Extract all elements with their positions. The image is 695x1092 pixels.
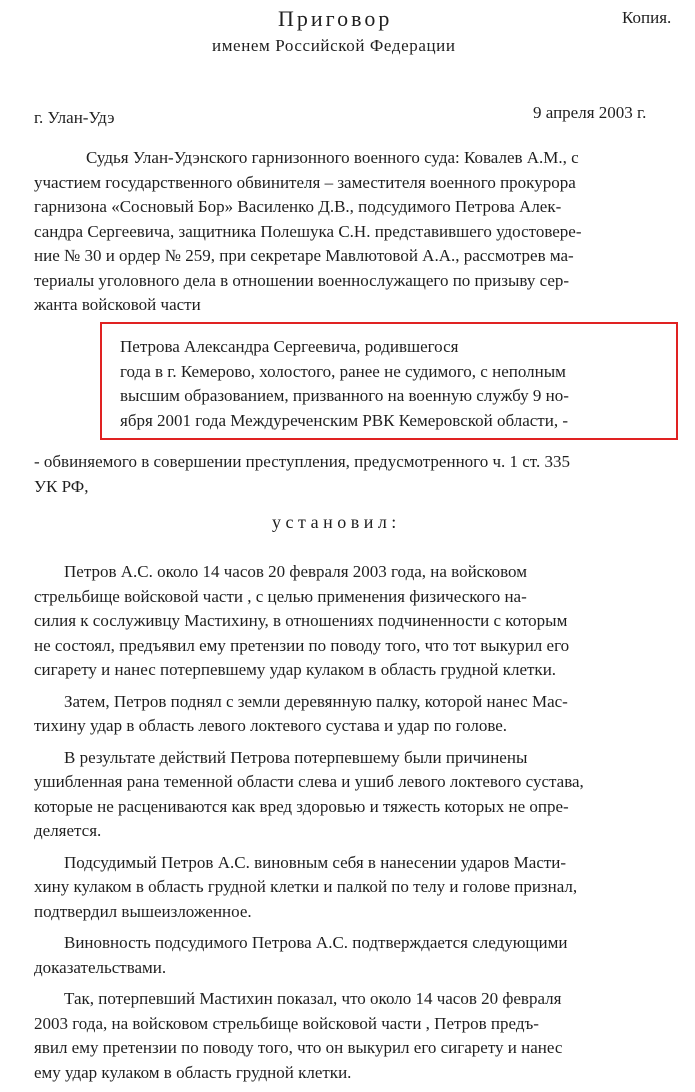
body-line: Так, потерпевший Мастихин показал, что около 14 часов 20 февраля xyxy=(64,989,562,1008)
body-line: хину кулаком в область грудной клетки и палкой по телу и голове признал, xyxy=(34,877,578,896)
defendant-line: года в г. Кемерово, холостого, ранее не судимого, с неполным xyxy=(120,361,566,381)
body-text xyxy=(34,560,682,1092)
body-line: явил ему претензии по поводу того, что он выкурил его сигарету и нанес xyxy=(34,1038,563,1057)
intro-line: ние № 30 и ордер № 259, при секретаре Мавлютовой А.А., рассмотрев ма- xyxy=(34,246,574,265)
intro-line: участием государственного обвинителя – заместителя военного прокурора xyxy=(34,172,576,192)
body-paragraph xyxy=(34,746,682,844)
document-title: Приговор xyxy=(278,6,393,31)
body-line: 2003 года, на войсковом стрельбище войсковой части , Петров предъ- xyxy=(34,1013,539,1033)
body-line: стрельбище войсковой части , с целью применения физического на- xyxy=(34,586,527,606)
body-line: ушибленная рана теменной области слева и ушиб левого локтевого сустава, xyxy=(34,772,584,791)
body-line: В результате действий Петрова потерпевшему были причинены xyxy=(64,747,528,767)
document-subtitle: именем Российской Федерации xyxy=(212,36,456,55)
body-line: которые не расцениваются как вред здоровью и тяжесть которых не опре- xyxy=(34,796,569,816)
intro-line: гарнизона «Сосновый Бор» Василенко Д.В., подсудимого Петрова Алек- xyxy=(34,197,562,216)
body-line: подтвердил вышеизложенное. xyxy=(34,901,252,921)
defendant-line: Петрова Александра Сергеевича, родившегося xyxy=(120,337,459,356)
intro-line: сандра Сергеевича, защитника Полешука С.Н. представившего удостовере- xyxy=(34,221,582,241)
body-line: не состоял, предъявил ему претензии по поводу того, что тот выкурил его xyxy=(34,635,570,655)
charge-paragraph xyxy=(34,450,570,499)
defendant-line: высшим образованием, призванного на военную службу 9 но- xyxy=(120,386,569,405)
intro-line: жанта войсковой части xyxy=(34,295,201,314)
body-line: Виновность подсудимого Петрова А.С. подтверждается следующими xyxy=(64,933,568,952)
defendant-line: ября 2001 года Междуреченским РВК Кемеровской области, - xyxy=(120,410,568,430)
body-line: деляется. xyxy=(34,821,102,840)
copy-mark: Копия. xyxy=(622,8,672,27)
body-line: Подсудимый Петров А.С. виновным себя в нанесении ударов Масти- xyxy=(64,852,567,872)
charge-line: - обвиняемого в совершении преступления, предусмотренного ч. 1 ст. 335 xyxy=(34,452,570,471)
body-paragraph xyxy=(34,690,682,739)
body-paragraph xyxy=(34,987,682,1085)
body-paragraph xyxy=(34,851,682,925)
intro-line: Судья Улан-Удэнского гарнизонного военного суда: Ковалев А.М., с xyxy=(86,148,579,167)
body-paragraph xyxy=(34,931,682,980)
body-line: доказательствами. xyxy=(34,957,167,977)
body-line: тихину удар в область левого локтевого сустава и удар по голове. xyxy=(34,716,508,735)
body-paragraph xyxy=(34,560,682,683)
established-heading: установил: xyxy=(272,512,401,532)
city: г. Улан-Удэ xyxy=(34,108,115,127)
body-line: ему удар кулаком в область грудной клетки. xyxy=(34,1062,352,1082)
intro-line: териалы уголовного дела в отношении военнослужащего по призыву сер- xyxy=(34,270,570,290)
intro-paragraph xyxy=(34,146,672,318)
document-date: 9 апреля 2003 г. xyxy=(533,103,647,122)
charge-line: УК РФ, xyxy=(34,476,89,496)
body-line: Петров А.С. около 14 часов 20 февраля 2003 года, на войсковом xyxy=(64,562,527,581)
body-line: сигарету и нанес потерпевшему удар кулаком в область грудной клетки. xyxy=(34,660,557,679)
body-line: Затем, Петров поднял с земли деревянную палку, которой нанес Мас- xyxy=(64,691,568,711)
defendant-info xyxy=(120,335,569,433)
body-line: силия к сослуживцу Мастихину, в отношениях подчиненности с которым xyxy=(34,611,568,630)
